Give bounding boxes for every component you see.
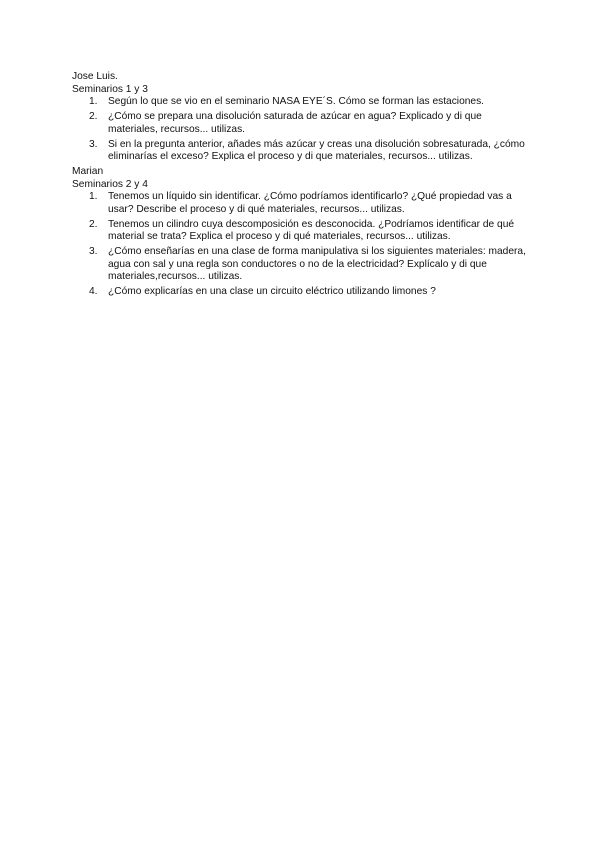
question-number: 3. [89, 138, 98, 150]
question-number: 4. [89, 286, 98, 297]
question-item [72, 111, 532, 136]
teacher-name: Marian [72, 166, 104, 177]
question-text: ¿Cómo enseñarías en una clase de forma manipulativa si los siguientes materiales: madera, agua con sal y una regla son conductores o no de la electricidad? Explícalo y di que materiales,recursos... utilizas. [108, 246, 526, 282]
question-text: Tenemos un cilindro cuya descomposición es desconocida. ¿Podríamos identificar de qué material se trata? Explica el proceso y di qué materiales, recursos... utilizas. [108, 218, 515, 242]
question-item [72, 139, 532, 164]
question-item [72, 191, 532, 216]
seminar-heading: Seminarios 1 y 3 [72, 83, 148, 95]
question-list [72, 191, 532, 299]
question-number: 2. [89, 218, 98, 230]
question-text: Si en la pregunta anterior, añades más azúcar y creas una disolución sobresaturada, ¿cómo eliminarías el exceso? Explica el proceso y di que materiales, recursos... utilizas. [108, 138, 525, 162]
question-text: ¿Cómo se prepara una disolución saturada de azúcar en agua? Explicado y di que materiales, recursos... utilizas. [108, 111, 482, 135]
question-list [72, 96, 532, 164]
question-number: 2. [89, 111, 98, 122]
document-content [72, 71, 532, 301]
question-text: Tenemos un líquido sin identificar. ¿Cómo podríamos identificarlo? ¿Qué propiedad vas a usar? Describe el proceso y di qué materiales, recursos... utilizas. [108, 191, 512, 215]
question-item [72, 286, 532, 299]
question-item [72, 96, 532, 109]
teacher-name: Jose Luis. [72, 71, 118, 82]
question-text: Según lo que se vio en el seminario NASA EYE´S. Cómo se forman las estaciones. [108, 96, 484, 107]
question-item [72, 246, 532, 284]
seminar-heading: Seminarios 2 y 4 [72, 178, 148, 190]
question-item [72, 219, 532, 244]
question-text: ¿Cómo explicarías en una clase un circuito eléctrico utilizando limones ? [108, 286, 436, 297]
question-number: 1. [89, 191, 98, 202]
question-number: 3. [89, 246, 98, 257]
question-number: 1. [89, 96, 98, 107]
